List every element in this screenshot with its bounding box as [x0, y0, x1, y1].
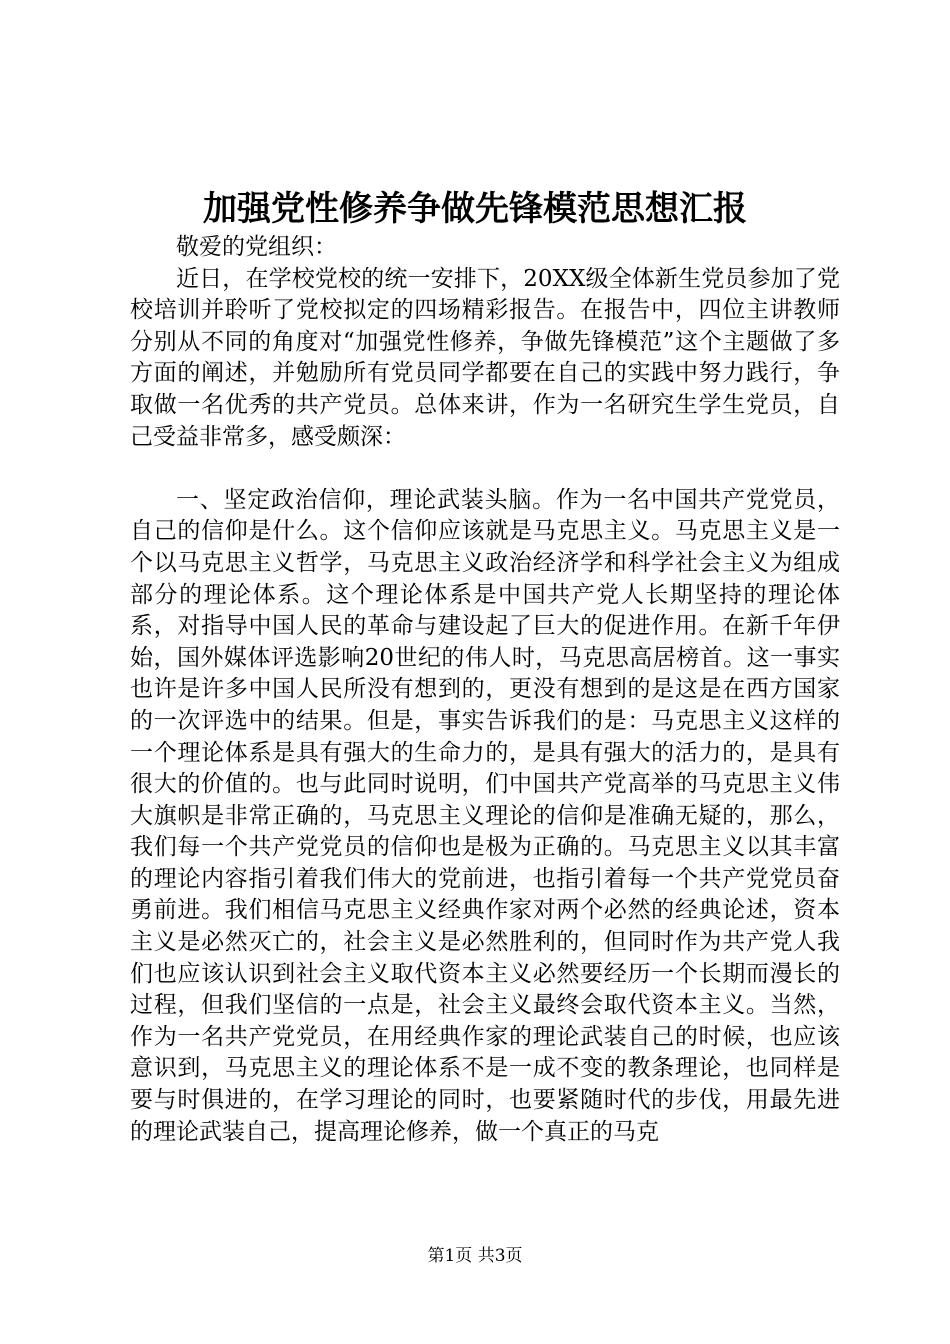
section-one-paragraph: 一、坚定政治信仰，理论武装头脑。作为一名中国共产党党员，自己的信仰是什么。这个信仰应该就是马克思主义。马克思主义是一个以马克思主义哲学，马克思主义政治经济学和科学社会主义为组成部分的理论体系。这个理论体系是中国共产党人长期坚持的理论体系，对指导中国人民的革命与建设起了巨大的促进作用。在新千年伊始，国外媒体评选影响20世纪的伟人时，马克思高居榜首。这一事实也许是许多中国人民所没有想到的，更没有想到的是这是在西方国家的一次评选中的结果。但是，事实告诉我们的是：马克思主义这样的一个理论体系是具有强大的生命力的，是具有强大的活力的，是具有很大的价值的。也与此同时说明，们中国共产党高举的马克思主义伟大旗帜是非常正确的，马克思主义理论的信仰是准确无疑的，那么，我们每一个共产党党员的信仰也是极为正确的。马克思主义以其丰富的理论内容指引着我们伟大的党前进，也指引着每一个共产党党员奋勇前进。我们相信马克思主义经典作家对两个必然的经典论述，资本主义是必然灭亡的，社会主义是必然胜利的，但同时作为共产党人我们也应该认识到社会主义取代资本主义必然要经历一个长期而漫长的过程，但我们坚信的一点是，社会主义最终会取代资本主义。当然，作为一名共产党党员，在用经典作家的理论武装自己的时候，也应该意识到，马克思主义的理论体系不是一成不变的教条理论，也同样是要与时俱进的，在学习理论的同时，也要紧随时代的步伐，用最先进的理论武装自己，提高理论修养，做一个真正的马克 [130, 486, 840, 1145]
document-title: 加强党性修养争做先锋模范思想汇报 [203, 189, 747, 229]
document-body [130, 232, 840, 1148]
intro-paragraph: 近日，在学校党校的统一安排下，20XX级全体新生党员参加了党校培训并聆听了党校拟定的四场精彩报告。在报告中，四位主讲教师分别从不同的角度对“加强党性修养，争做先锋模范”这个主题做了多方面的阐述，并勉励所有党员同学都要在自己的实践中努力践行，争取做一名优秀的共产党员。总体来讲，作为一名研究生学生党员，自己受益非常多，感受颇深： [130, 265, 840, 450]
greeting-line: 敬爱的党组织： [176, 234, 337, 260]
page-footer: 第1页 共3页 [427, 1246, 523, 1266]
